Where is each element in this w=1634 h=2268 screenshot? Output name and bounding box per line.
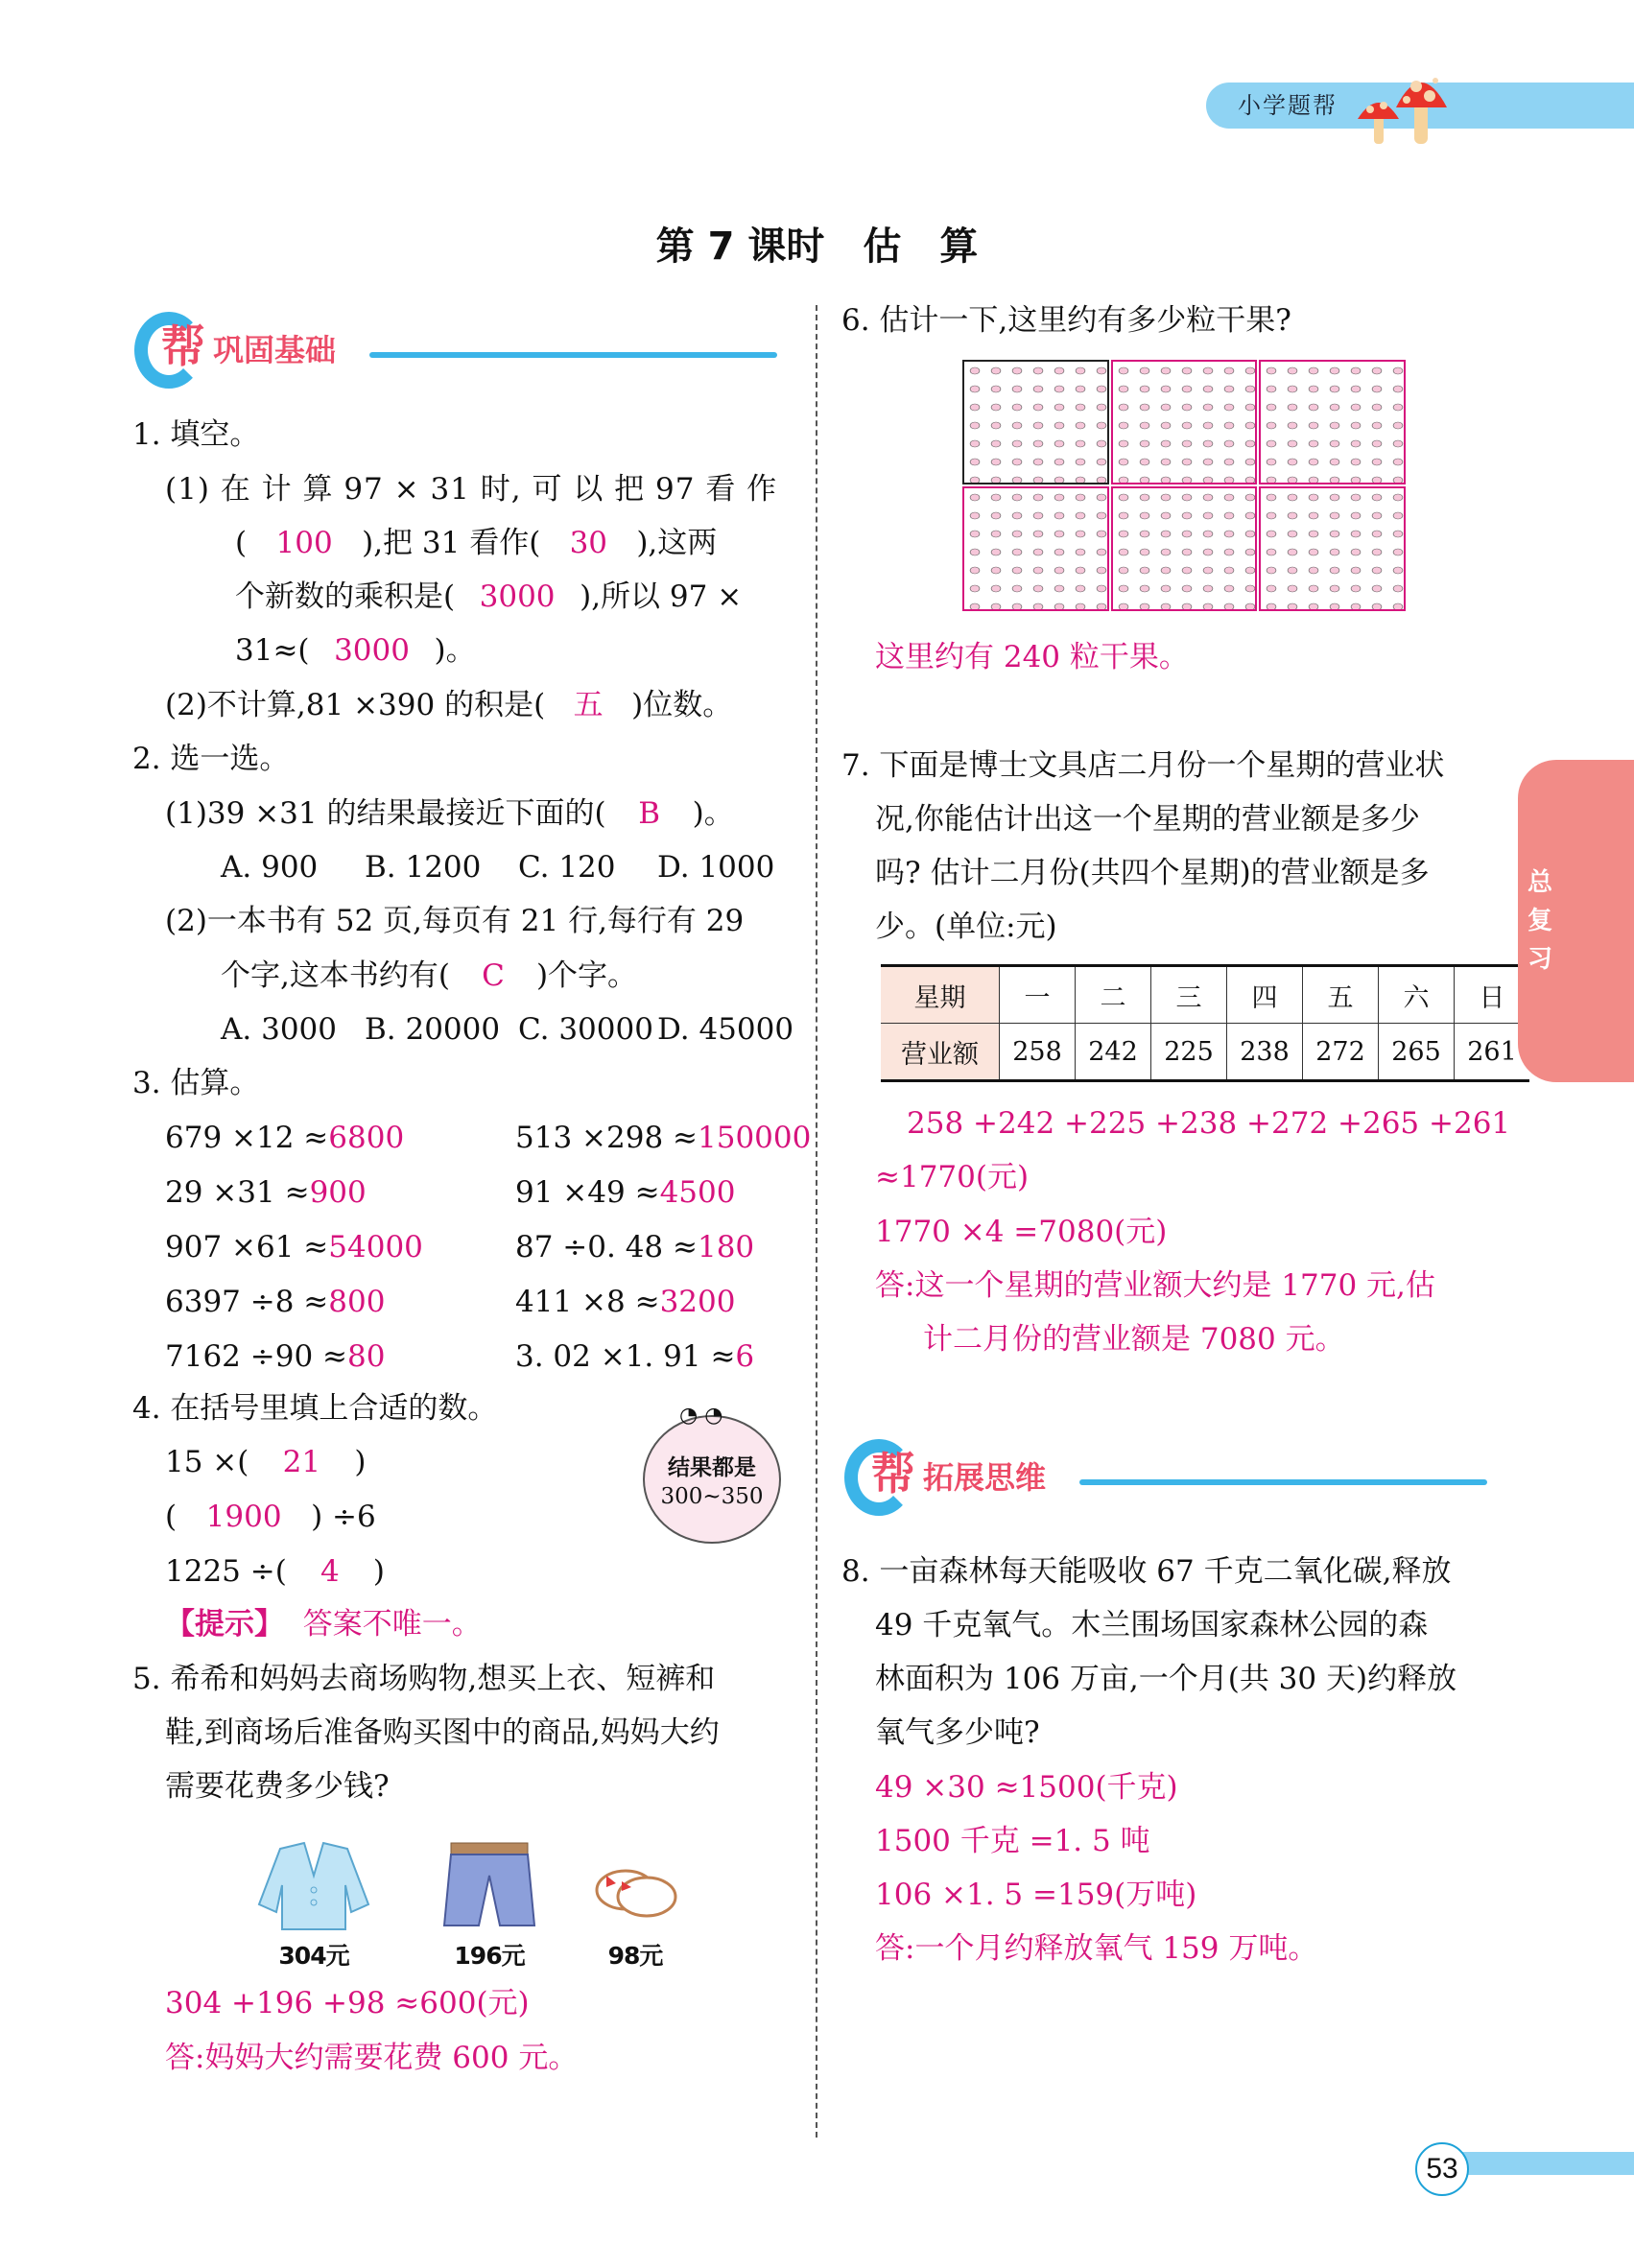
column-divider	[816, 305, 817, 2138]
q1-p1-line1: (1) 在 计 算 97 × 31 时, 可 以 把 97 看 作	[165, 472, 778, 507]
q7-answer2: 计二月份的营业额是 7080 元。	[923, 1322, 1345, 1357]
mascot-eyes-icon: ◔ ◔	[679, 1404, 723, 1428]
mushroom-icon	[1353, 59, 1458, 146]
estimate-row: 3. 02 ×1. 91 ≈6	[515, 1339, 755, 1374]
fruit-cell	[962, 360, 1109, 484]
fill-row: 15 ×( 21 )	[165, 1445, 367, 1479]
option-a: A. 900	[221, 850, 319, 885]
answer-blank: B	[638, 796, 660, 831]
sales-table	[881, 964, 1529, 1082]
q3-title: 3. 估算。	[132, 1066, 260, 1100]
q1-p1-line2: ( 100 ),把 31 看作( 30 ),这两	[235, 516, 717, 571]
q5-line1: 5. 希希和妈妈去商场购物,想买上衣、短裤和	[132, 1662, 716, 1696]
q8-line4: 氧气多少吨?	[875, 1715, 1040, 1750]
section-title: 巩固基础	[213, 332, 337, 368]
answer-blank: C	[482, 958, 505, 993]
fruit-cell	[962, 486, 1109, 611]
estimate-row: 29 ×31 ≈900	[165, 1175, 367, 1210]
answer-blank: 3000	[334, 633, 410, 668]
shorts-icon	[437, 1837, 542, 1933]
q4-title: 4. 在括号里填上合适的数。	[132, 1391, 498, 1426]
page-number: 53	[1415, 2142, 1469, 2196]
q5-line3: 需要花费多少钱?	[165, 1769, 390, 1804]
estimate-row: 6397 ÷8 ≈800	[165, 1285, 386, 1319]
fruit-cell	[1259, 360, 1406, 484]
section-rule	[1079, 1479, 1487, 1485]
section-badge: 帮	[161, 320, 205, 372]
fruit-cell	[1111, 486, 1258, 611]
option-b: B. 20000	[365, 1012, 501, 1047]
page-title: 第 7 课时 估 算	[655, 224, 979, 269]
option-b: B. 1200	[365, 850, 482, 885]
q7-sol1: 258 +242 +225 +238 +272 +265 +261	[907, 1106, 1511, 1141]
estimate-row: 87 ÷0. 48 ≈180	[515, 1230, 755, 1264]
estimate-row: 679 ×12 ≈6800	[165, 1121, 405, 1155]
dried-fruit-grid	[962, 360, 1406, 611]
section-badge: 帮	[871, 1448, 915, 1500]
q7-line3: 吗? 估计二月份(共四个星期)的营业额是多	[875, 856, 1430, 890]
item-shorts	[437, 1837, 542, 1972]
brand-name: 小学题帮	[1238, 92, 1338, 119]
option-c: C. 120	[518, 850, 616, 885]
fruit-cell	[1111, 360, 1258, 484]
q1-p1-line4: 31≈( 3000 )。	[235, 624, 476, 678]
answer-blank: 五	[573, 688, 604, 722]
shoes-icon	[587, 1837, 683, 1933]
q2-p2-line1: (2)一本书有 52 页,每页有 21 行,每行有 29	[165, 904, 745, 938]
q7-sol2: ≈1770(元)	[875, 1160, 1030, 1194]
item-shirt	[251, 1837, 376, 1972]
fill-row: 1225 ÷( 4 )	[165, 1554, 385, 1589]
estimate-row: 7162 ÷90 ≈80	[165, 1339, 386, 1374]
q6-answer: 这里约有 240 粒干果。	[875, 640, 1189, 674]
answer-blank: 100	[275, 526, 333, 560]
section-rule	[369, 352, 777, 358]
fill-row: ( 1900 ) ÷6	[165, 1500, 376, 1534]
item-price: 196元	[454, 1942, 525, 1970]
estimate-row: 513 ×298 ≈150000	[515, 1121, 812, 1155]
q8-sol1: 49 ×30 ≈1500(千克)	[875, 1770, 1178, 1805]
item-shoes	[587, 1837, 683, 1972]
q7-answer1: 答:这一个星期的营业额大约是 1770 元,估	[875, 1268, 1435, 1303]
shirt-icon	[251, 1837, 376, 1933]
q8-line1: 8. 一亩森林每天能吸收 67 千克二氧化碳,释放	[841, 1554, 1452, 1589]
q4-rows	[165, 1435, 385, 1599]
fruit-cell	[1259, 486, 1406, 611]
estimate-row: 411 ×8 ≈3200	[515, 1285, 736, 1319]
q6-title: 6. 估计一下,这里约有多少粒干果?	[841, 303, 1291, 338]
q5-line2: 鞋,到商场后准备购买图中的商品,妈妈大约	[165, 1715, 720, 1750]
q8-sol2: 1500 千克 =1. 5 吨	[875, 1824, 1150, 1858]
q4-hint: 【提示】 答案不唯一。	[165, 1607, 482, 1642]
table-header-label: 星期	[881, 966, 1000, 1024]
option-d: D. 1000	[657, 850, 775, 885]
q8-sol3: 106 ×1. 5 =159(万吨)	[875, 1878, 1197, 1912]
page-number-bar	[1458, 2152, 1634, 2175]
q2-p1-options	[221, 840, 774, 895]
answer-blank: 3000	[479, 579, 556, 614]
q3-left-col	[165, 1111, 423, 1384]
section-header-basic	[134, 312, 787, 398]
option-c: C. 30000	[518, 1012, 653, 1047]
estimate-row: 907 ×61 ≈54000	[165, 1230, 423, 1264]
q1-p1-line3: 个新数的乘积是( 3000 ),所以 97 ×	[235, 570, 742, 625]
section-title: 拓展思维	[923, 1459, 1047, 1496]
option-a: A. 3000	[221, 1012, 337, 1047]
table-row: 营业额 258 242 225 238 272 265 261	[881, 1024, 1529, 1081]
q8-line2: 49 千克氧气。木兰围场国家森林公园的森	[875, 1608, 1429, 1642]
q1-p2: (2)不计算,81 ×390 的积是( 五 )位数。	[165, 678, 732, 733]
q7-line2: 况,你能估计出这一个星期的营业额是多少	[875, 802, 1420, 837]
q2-title: 2. 选一选。	[132, 742, 290, 776]
item-price: 98元	[607, 1942, 663, 1970]
section-header-extend	[844, 1439, 1497, 1525]
side-tab-label: 总复习	[1527, 868, 1552, 974]
estimate-row: 91 ×49 ≈4500	[515, 1175, 736, 1210]
answer-blank: 30	[569, 526, 608, 560]
q8-line3: 林面积为 106 万亩,一个月(共 30 天)约释放	[875, 1662, 1457, 1696]
q5-answer: 答:妈妈大约需要花费 600 元。	[165, 2041, 579, 2075]
q7-sol3: 1770 ×4 =7080(元)	[875, 1215, 1168, 1249]
q2-p2-line2: 个字,这本书约有( C )个字。	[221, 949, 637, 1004]
q7-line4: 少。(单位:元)	[875, 910, 1057, 944]
q2-p1: (1)39 ×31 的结果最接近下面的( B )。	[165, 787, 734, 841]
q2-p2-options	[221, 1003, 793, 1057]
q3-right-col	[515, 1111, 811, 1384]
q1-title: 1. 填空。	[132, 417, 260, 452]
mascot-bubble: ◔ ◔ 结果都是 300~350	[643, 1415, 781, 1544]
q7-line1: 7. 下面是博士文具店二月份一个星期的营业状	[841, 748, 1445, 783]
table-row-label: 营业额	[881, 1024, 1000, 1081]
table-header-row: 星期 一 二 三 四 五 六 日	[881, 966, 1529, 1024]
q5-solution: 304 +196 +98 ≈600(元)	[165, 1986, 530, 2020]
item-price: 304元	[278, 1942, 349, 1970]
option-d: D. 45000	[657, 1012, 794, 1047]
q8-answer: 答:一个月约释放氧气 159 万吨。	[875, 1931, 1318, 1966]
